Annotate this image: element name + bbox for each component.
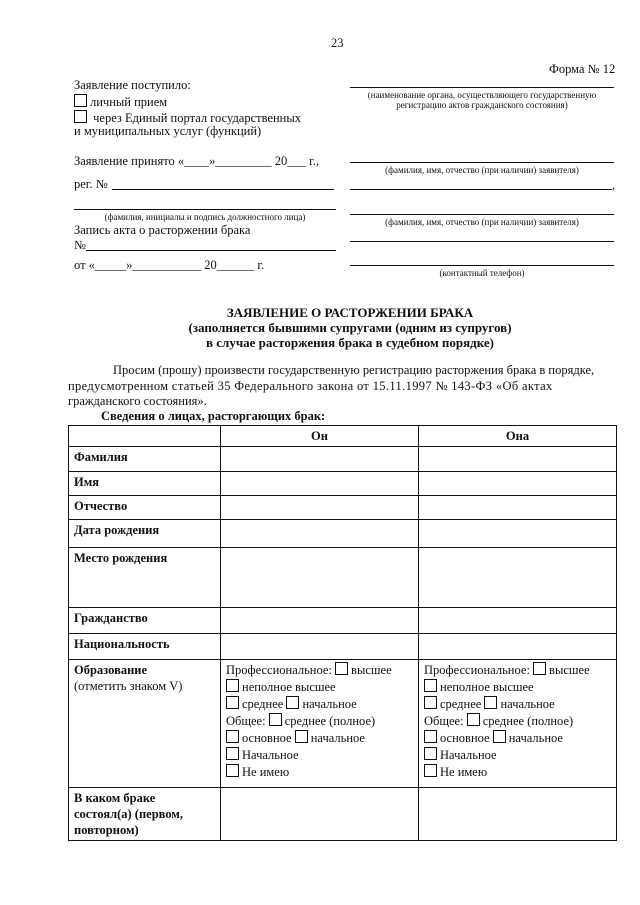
she-birth-date-cell[interactable] <box>419 520 617 548</box>
empty-header-cell <box>69 426 221 447</box>
phone-field[interactable] <box>350 265 614 266</box>
he-secondary-full-checkbox[interactable] <box>269 713 282 726</box>
row-label-education: Образование <box>74 663 148 677</box>
agency-field[interactable] <box>350 87 614 88</box>
act-record-label: Запись акта о расторжении брака <box>74 223 251 237</box>
she-name-cell[interactable] <box>419 472 617 496</box>
she-birth-place-cell[interactable] <box>419 548 617 608</box>
he-birth-date-cell[interactable] <box>221 520 419 548</box>
col-header-he: Он <box>221 426 419 447</box>
reg-number-label: рег. № <box>74 177 108 191</box>
page-number: 23 <box>331 36 344 50</box>
form-subtitle-2: в случае расторжения брака в судебном порядке) <box>205 335 495 350</box>
she-incomplete-higher-checkbox[interactable] <box>424 679 437 692</box>
she-primary-checkbox[interactable] <box>484 696 497 709</box>
official-signature-field[interactable] <box>74 209 336 210</box>
row-label-birth-date: Дата рождения <box>69 520 221 548</box>
she-secondary-checkbox[interactable] <box>424 696 437 709</box>
personal-checkbox[interactable] <box>74 94 87 107</box>
he-higher-label: высшее <box>351 663 392 677</box>
he-nationality-cell[interactable] <box>221 634 419 660</box>
row-label-education-cell <box>69 660 221 788</box>
row-label-marriage-1: В каком браке <box>74 791 156 805</box>
row-label-surname: Фамилия <box>69 447 221 472</box>
section-heading: Сведения о лицах, расторгающих брак: <box>101 409 326 423</box>
row-label-nationality: Национальность <box>69 634 221 660</box>
row-label-name: Имя <box>69 472 221 496</box>
she-primary-general-label: начальное <box>508 731 563 745</box>
she-citizenship-cell[interactable] <box>419 608 617 634</box>
he-basic-checkbox[interactable] <box>226 730 239 743</box>
she-marriage-cell[interactable] <box>419 788 617 841</box>
received-label: Заявление поступило: <box>74 78 191 92</box>
he-name-cell[interactable] <box>221 472 419 496</box>
he-surname-cell[interactable] <box>221 447 419 472</box>
act-date-field[interactable]: от «_____»___________ 20______ г. <box>74 258 265 272</box>
he-citizenship-cell[interactable] <box>221 608 419 634</box>
he-primary-checkbox[interactable] <box>286 696 299 709</box>
portal-checkbox[interactable] <box>74 110 87 123</box>
she-secondary-full-label: среднее (полное) <box>482 714 574 728</box>
he-none-checkbox[interactable] <box>226 764 239 777</box>
row-label-citizenship: Гражданство <box>69 608 221 634</box>
she-primary-general-checkbox[interactable] <box>493 730 506 743</box>
row-label-marriage-3: повторном) <box>74 823 139 837</box>
applicant-field-1b[interactable] <box>350 189 612 190</box>
she-general-label: Общее: <box>424 714 464 728</box>
she-incomplete-higher-label: неполное высшее <box>440 680 534 694</box>
applicant-field-2b[interactable] <box>350 241 614 242</box>
option-personal[interactable]: личный прием <box>74 94 167 110</box>
row-label-birth-place: Место рождения <box>69 548 221 608</box>
act-number-sign: № <box>74 238 86 252</box>
option-portal-line2: и муниципальных услуг (функций) <box>74 124 262 138</box>
applicant-field-1[interactable] <box>350 162 614 163</box>
form-number: Форма № 12 <box>549 62 616 76</box>
he-secondary-full-label: среднее (полное) <box>284 714 376 728</box>
he-marriage-cell[interactable] <box>221 788 419 841</box>
accepted-date-field[interactable]: Заявление принято «____»_________ 20___ г., <box>74 154 320 168</box>
form-title: ЗАЯВЛЕНИЕ О РАСТОРЖЕНИИ БРАКА <box>226 305 474 320</box>
he-primary-cap-label: Начальное <box>242 748 299 762</box>
phone-caption: (контактный телефон) <box>439 268 525 278</box>
education-note: (отметить знаком V) <box>74 679 183 693</box>
request-paragraph-line3: гражданского состояния». <box>68 394 207 408</box>
she-primary-cap-checkbox[interactable] <box>424 747 437 760</box>
she-secondary-label: среднее <box>440 697 482 711</box>
he-incomplete-higher-label: неполное высшее <box>242 680 336 694</box>
he-incomplete-higher-checkbox[interactable] <box>226 679 239 692</box>
she-primary-label: начальное <box>500 697 555 711</box>
she-education-cell <box>419 660 617 788</box>
row-label-marriage-2: состоял(а) (первом, <box>74 807 183 821</box>
he-birth-place-cell[interactable] <box>221 548 419 608</box>
col-header-she: Она <box>419 426 617 447</box>
she-nationality-cell[interactable] <box>419 634 617 660</box>
request-paragraph-line2: предусмотренном статьей 35 Федерального закона от 15.11.1997 № 143-ФЗ «Об актах <box>68 379 553 393</box>
she-none-checkbox[interactable] <box>424 764 437 777</box>
official-caption: (фамилия, инициалы и подпись должностного лица) <box>104 212 306 222</box>
she-secondary-full-checkbox[interactable] <box>467 713 480 726</box>
he-patronymic-cell[interactable] <box>221 496 419 520</box>
she-patronymic-cell[interactable] <box>419 496 617 520</box>
he-primary-general-label: начальное <box>310 731 365 745</box>
she-basic-checkbox[interactable] <box>424 730 437 743</box>
she-none-label: Не имею <box>440 765 488 779</box>
reg-number-field[interactable] <box>112 189 334 190</box>
he-primary-general-checkbox[interactable] <box>295 730 308 743</box>
applicant-caption-2: (фамилия, имя, отчество (при наличии) заявителя) <box>385 217 579 227</box>
she-higher-checkbox[interactable] <box>533 662 546 675</box>
agency-caption: (наименование органа, осуществляющего государственную регистрацию актов гражданского состояния) <box>367 90 597 110</box>
he-none-label: Не имею <box>242 765 290 779</box>
he-professional-label: Профессиональное: <box>226 663 332 677</box>
he-primary-label: начальное <box>302 697 357 711</box>
request-paragraph-line1: Просим (прошу) произвести государственную регистрацию расторжения брака в порядке, <box>113 363 595 377</box>
he-general-label: Общее: <box>226 714 266 728</box>
form-subtitle-1: (заполняется бывшими супругами (одним из супругов) <box>188 320 512 335</box>
she-higher-label: высшее <box>549 663 590 677</box>
option-portal[interactable]: через Единый портал государственных <box>74 110 301 126</box>
applicant-field-2[interactable] <box>350 214 614 215</box>
he-secondary-checkbox[interactable] <box>226 696 239 709</box>
act-number-field[interactable] <box>86 250 336 251</box>
row-label-marriage-cell <box>69 788 221 841</box>
she-basic-label: основное <box>440 731 490 745</box>
she-primary-cap-label: Начальное <box>440 748 497 762</box>
he-secondary-label: среднее <box>242 697 284 711</box>
he-primary-cap-checkbox[interactable] <box>226 747 239 760</box>
applicant-caption-1: (фамилия, имя, отчество (при наличии) заявителя) <box>385 165 579 175</box>
he-basic-label: основное <box>242 731 292 745</box>
he-higher-checkbox[interactable] <box>335 662 348 675</box>
he-education-cell <box>221 660 419 788</box>
comma: , <box>612 178 616 192</box>
she-surname-cell[interactable] <box>419 447 617 472</box>
row-label-patronymic: Отчество <box>69 496 221 520</box>
persons-table <box>68 425 617 841</box>
she-professional-label: Профессиональное: <box>424 663 530 677</box>
